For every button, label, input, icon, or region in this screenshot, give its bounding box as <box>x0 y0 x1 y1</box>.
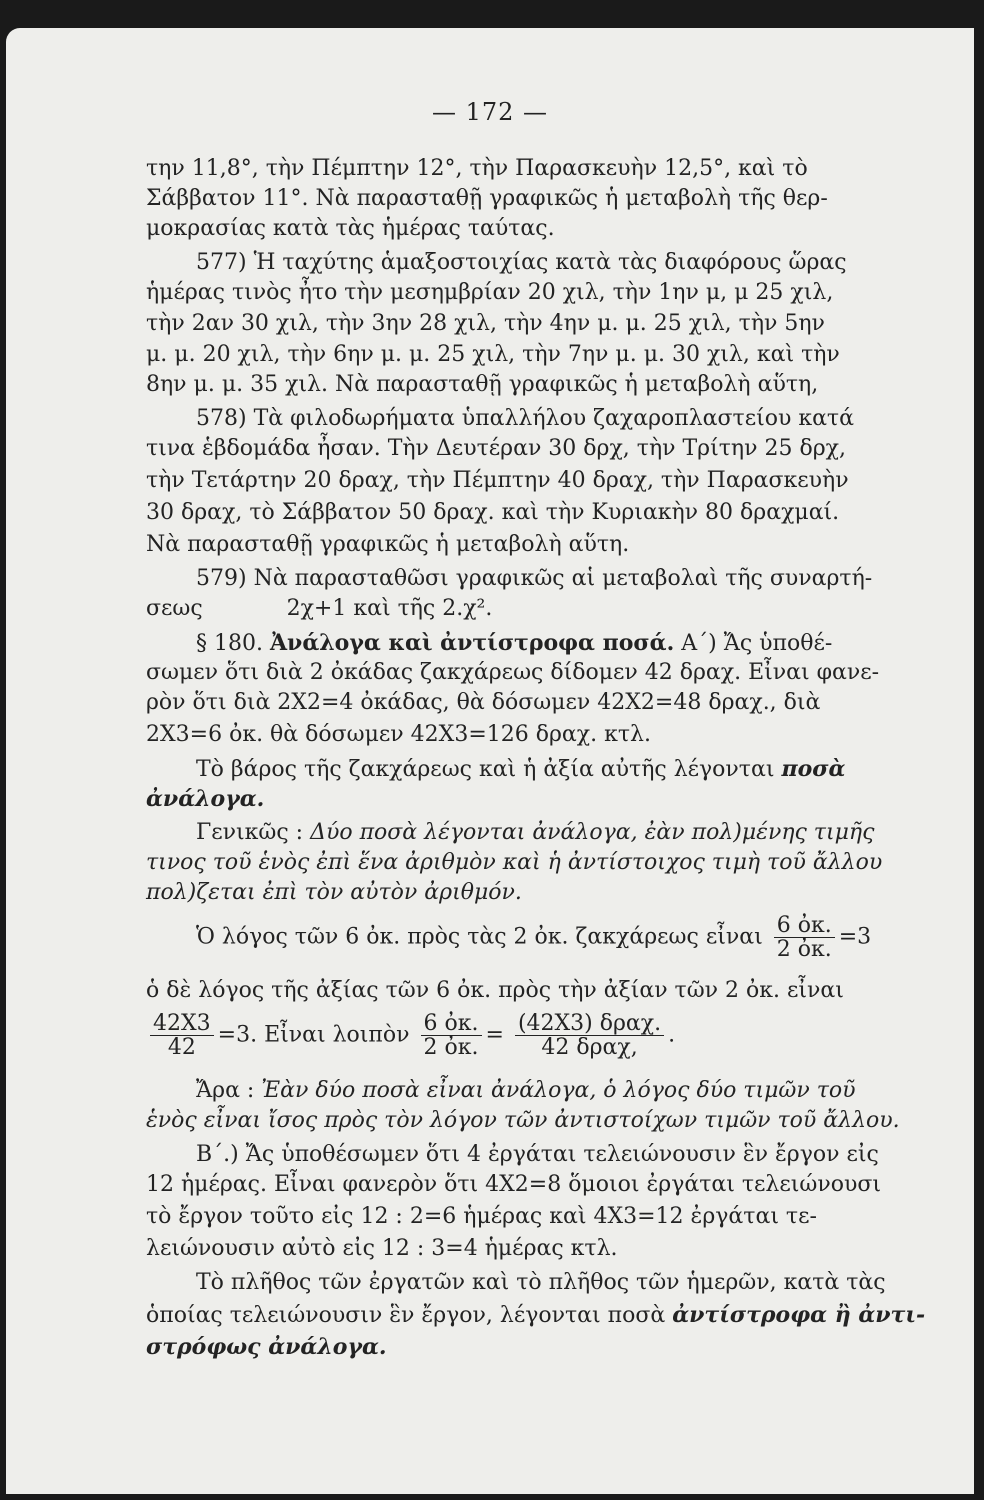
text-line: Τὸ πλῆθος τῶν ἐργατῶν καὶ τὸ πλῆθος τῶν ἡμερῶν, κατὰ τὰς <box>196 1270 886 1295</box>
text-line: 8ην μ. μ. 35 χιλ. Νὰ παρασταθῇ γραφικῶς ἡ μεταβολὴ αὕτη, <box>146 372 819 397</box>
definition-line <box>196 820 974 845</box>
section-number: § 180. <box>196 631 263 656</box>
text-line: 2Χ3=6 ὀκ. θὰ δόσωμεν 42Χ3=126 δραχ. κτλ. <box>146 722 651 747</box>
section-180-heading <box>196 630 974 656</box>
text-line: σωμεν ὅτι διὰ 2 ὀκάδας ζακχάρεως δίδομεν 42 δραχ. Εἶναι φανε- <box>146 660 880 685</box>
equals-sign: = <box>485 1022 504 1048</box>
ratio-line <box>196 914 974 961</box>
fraction <box>774 914 835 961</box>
text-line <box>146 1302 966 1328</box>
ratio-line: ὁ δὲ λόγος τῆς ἀξίας τῶν 6 ὀκ. πρὸς τὴν ἀξίαν τῶν 2 ὀκ. εἶναι <box>146 978 844 1003</box>
text-span: Τὸ βάρος τῆς ζακχάρεως καὶ ἡ ἀξία αὐτῆς λέγονται <box>196 757 775 782</box>
text-line <box>196 756 974 782</box>
page-number: — 172 — <box>431 98 549 126</box>
conclusion-text: Ἐὰν δύο ποσὰ εἶναι ἀνάλογα, ὁ λόγος δύο τιμῶν τοῦ <box>261 1078 856 1103</box>
text-line: τινα ἑβδομάδα ἦσαν. Τὴν Δευτέραν 30 δρχ, τὴν Τρίτην 25 δρχ, <box>146 436 846 461</box>
text-line: ἡμέρας τινὸς ἦτο τὴν μεσημβρίαν 20 χιλ, τὴν 1ην μ, μ 25 χιλ, <box>146 280 834 305</box>
text-line: μοκρασίας κατὰ τὰς ἡμέρας ταύτας. <box>146 216 555 241</box>
term-antistrofos: στρόφως ἀνάλογα. <box>146 1334 387 1360</box>
fraction-numerator: 6 ὀκ. <box>774 914 835 938</box>
fraction-denominator: 42 <box>167 1035 196 1061</box>
conclusion-line <box>196 1078 974 1103</box>
exercise-578: 578) Τὰ φιλοδωρήματα ὑπαλλήλου ζαχαροπλαστείου κατά <box>196 406 854 431</box>
equation-text: =3. Εἶναι λοιπὸν <box>217 1022 410 1048</box>
fraction <box>515 1012 664 1059</box>
fraction-denominator: 2 ὀκ. <box>776 937 832 963</box>
fraction-numerator: (42Χ3) δραχ. <box>515 1012 664 1036</box>
text-line: 30 δραχ, τὸ Σάββατον 50 δραχ. καὶ τὴν Κυριακὴν 80 δραχμαί. <box>146 500 840 525</box>
text-line: σεως 2χ+1 καὶ τῆς 2.χ². <box>146 596 493 621</box>
term-posa: ποσὰ <box>781 756 846 782</box>
text-line: λειώνουσιν αὐτὸ εἰς 12 : 3=4 ἡμέρας κτλ. <box>146 1236 618 1261</box>
text-line: Νὰ παρασταθῇ γραφικῶς ἡ μεταβολὴ αὕτη. <box>146 532 630 557</box>
fraction-denominator: 2 ὀκ. <box>423 1035 479 1061</box>
text-line: 12 ἡμέρας. Εἶναι φανερὸν ὅτι 4Χ2=8 ὅμοιοι ἐργάται τελειώνουσι <box>146 1172 881 1197</box>
scanned-page <box>6 28 974 1494</box>
section-title: Ἀνάλογα καὶ ἀντίστροφα ποσά. <box>269 630 675 656</box>
definition-text: Δύο ποσὰ λέγονται ἀνάλογα, ἐὰν πολ)μένης τιμῆς <box>310 820 875 845</box>
text-span: ὁποίας τελειώνουσιν ἓν ἔργον, λέγονται ποσὰ <box>146 1303 666 1328</box>
definition-line: πολ)ζεται ἐπὶ τὸν αὐτὸν ἀριθμόν. <box>146 880 522 905</box>
fraction-numerator: 6 ὀκ. <box>421 1012 482 1036</box>
term-analoga: ἀνάλογα. <box>146 786 265 812</box>
section-b: Β΄.) Ἄς ὑποθέσωμεν ὅτι 4 ἐργάται τελειώνουσιν ἓν ἔργον εἰς <box>196 1142 879 1167</box>
equation-line <box>146 1012 966 1059</box>
term-antistrofa: ἀντίστροφα ἢ ἀντι- <box>672 1302 926 1328</box>
exercise-577: 577) Ἡ ταχύτης ἁμαξοστοιχίας κατὰ τὰς διαφόρους ὥρας <box>196 250 847 275</box>
text-line: ρὸν ὅτι διὰ 2Χ2=4 ὀκάδας, θὰ δόσωμεν 42Χ2=48 δραχ., διὰ <box>146 690 821 715</box>
definition-label: Γενικῶς : <box>196 820 304 845</box>
text-line: τὸ ἔργον τοῦτο εἰς 12 : 2=6 ἡμέρας καὶ 4Χ3=12 ἐργάται τε- <box>146 1204 817 1229</box>
fraction-numerator: 42Χ3 <box>150 1012 214 1036</box>
fraction <box>421 1012 482 1059</box>
text-line: Σάββατον 11°. Νὰ παρασταθῇ γραφικῶς ἡ μεταβολὴ τῆς θερ- <box>146 186 828 211</box>
conclusion-label: Ἄρα : <box>196 1078 255 1103</box>
section-text: Α΄) Ἄς ὑποθέ- <box>681 631 833 656</box>
fraction <box>150 1012 214 1059</box>
ratio-result: =3 <box>838 924 872 950</box>
equation-end: . <box>668 1022 676 1048</box>
definition-line: τινος τοῦ ἑνὸς ἐπὶ ἕνα ἀριθμὸν καὶ ἡ ἀντίστοιχος τιμὴ τοῦ ἄλλου <box>146 850 883 875</box>
ratio-text: Ὁ λόγος τῶν 6 ὀκ. πρὸς τὰς 2 ὀκ. ζακχάρεως εἶναι <box>196 924 763 950</box>
conclusion-line: ἑνὸς εἶναι ἴσος πρὸς τὸν λόγον τῶν ἀντιστοίχων τιμῶν τοῦ ἄλλου. <box>146 1108 900 1133</box>
text-line: μ. μ. 20 χιλ, τὴν 6ην μ. μ. 25 χιλ, τὴν 7ην μ. μ. 30 χιλ, καὶ τὴν <box>146 342 840 367</box>
text-line: την 11,8°, τὴν Πέμπτην 12°, τὴν Παρασκευὴν 12,5°, καὶ τὸ <box>146 156 808 181</box>
fraction-denominator: 42 δραχ, <box>541 1035 638 1061</box>
exercise-579: 579) Νὰ παρασταθῶσι γραφικῶς αἱ μεταβολαὶ τῆς συναρτή- <box>196 566 873 591</box>
text-line: τὴν 2αν 30 χιλ, τὴν 3ην 28 χιλ, τὴν 4ην μ. μ. 25 χιλ, τὴν 5ην <box>146 311 825 336</box>
text-line: τὴν Τετάρτην 20 δραχ, τὴν Πέμπτην 40 δραχ, τὴν Παρασκευὴν <box>146 468 849 493</box>
